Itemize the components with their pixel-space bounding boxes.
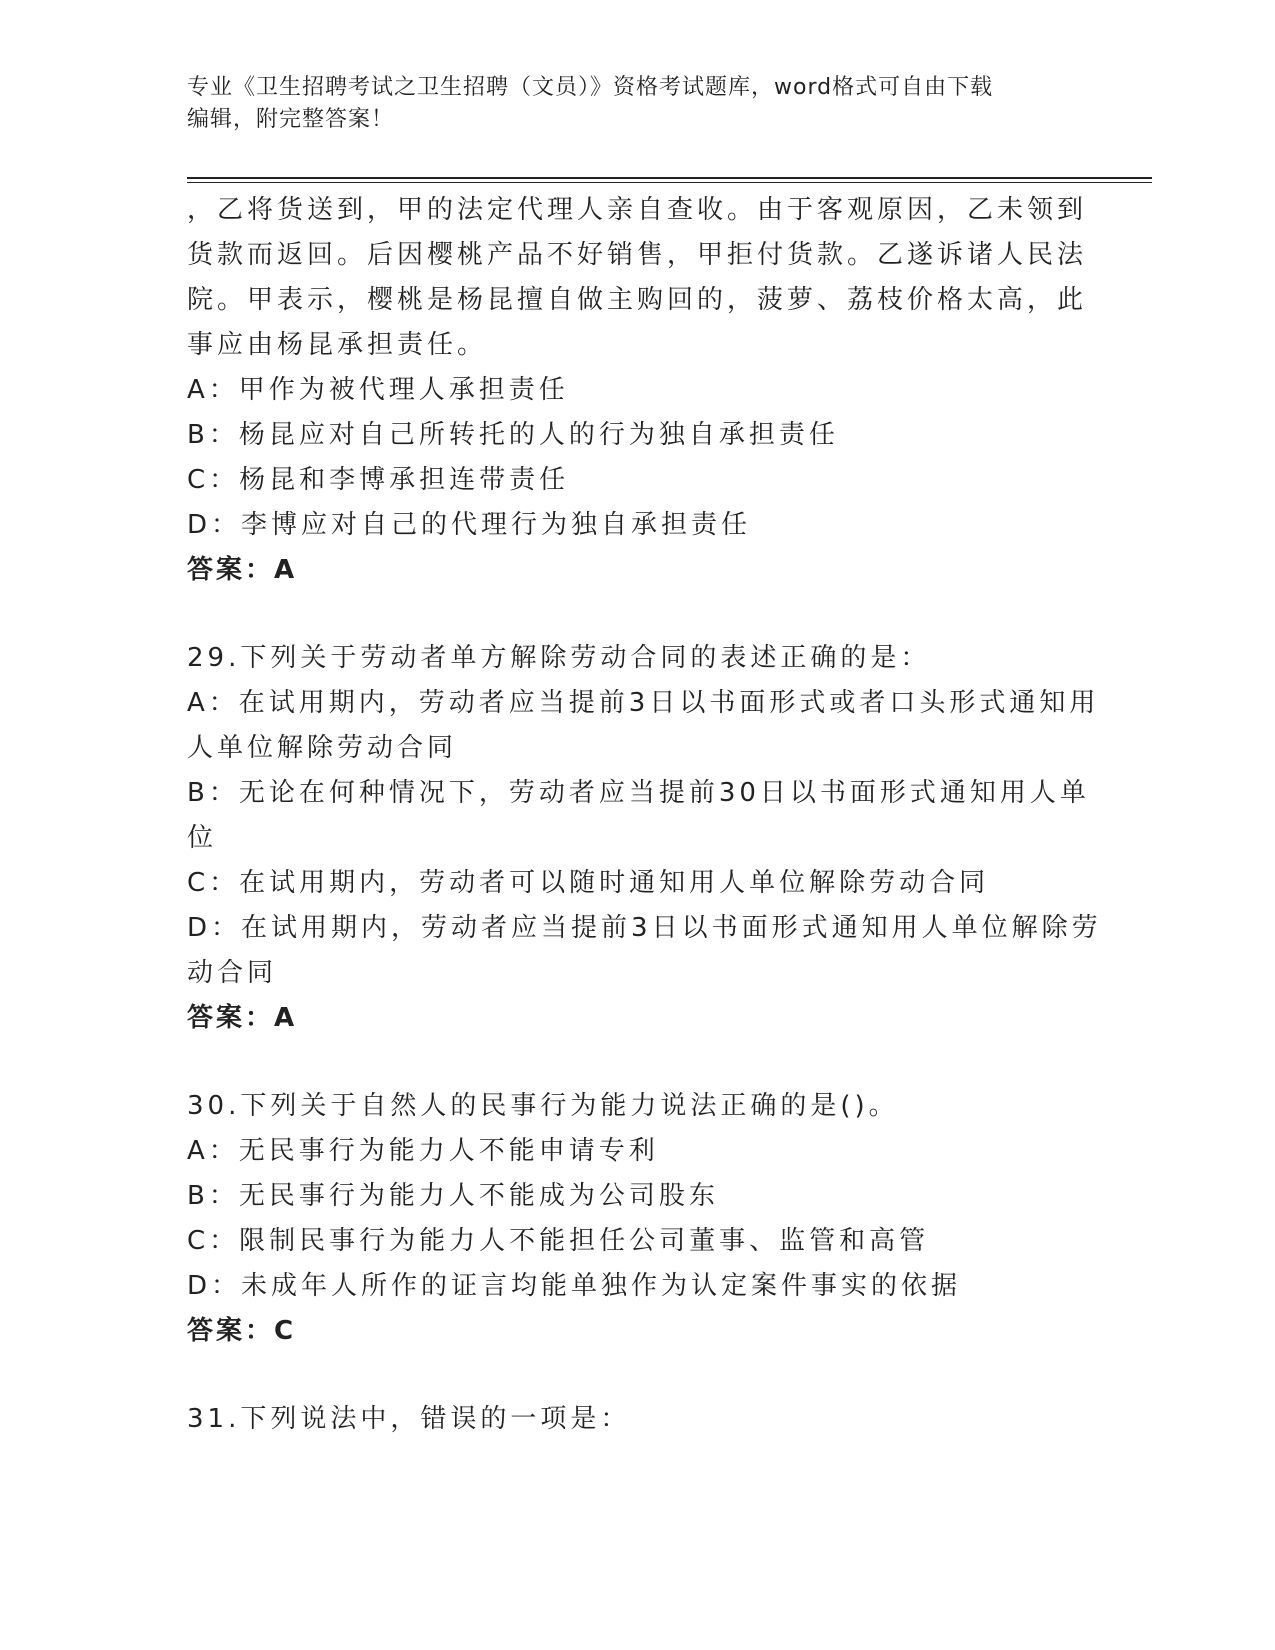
- question-29: [187, 636, 1102, 1041]
- header-divider-thick: [187, 177, 1152, 179]
- header-line-1: 专业《卫生招聘考试之卫生招聘（文员）》资格考试题库，word格式可自由下载: [187, 75, 994, 100]
- question-stem: 29.下列关于劳动者单方解除劳动合同的表述正确的是：: [187, 643, 931, 673]
- option-b-continued: 位: [187, 823, 218, 853]
- header-line-2: 编辑，附完整答案！: [187, 107, 395, 132]
- question-stem-line: 货款而返回。后因樱桃产品不好销售，甲拒付货款。乙遂诉诸人民法: [187, 240, 1088, 270]
- answer-line: 答案：A: [187, 555, 298, 585]
- spacer: [187, 1041, 1087, 1084]
- question-31: [187, 1397, 1087, 1442]
- spacer: [187, 1354, 1087, 1397]
- question-stem-line: 院。甲表示，樱桃是杨昆擅自做主购回的，菠萝、荔枝价格太高，此: [187, 285, 1088, 315]
- option-d: D：未成年人所作的证言均能单独作为认定案件事实的依据: [187, 1271, 962, 1301]
- document-body: [187, 188, 1102, 1442]
- option-c: C：在试用期内，劳动者可以随时通知用人单位解除劳动合同: [187, 868, 990, 898]
- question-30: [187, 1084, 1087, 1354]
- option-c: C：限制民事行为能力人不能担任公司董事、监管和高管: [187, 1226, 930, 1256]
- option-b: B：无论在何种情况下，劳动者应当提前30日以书面形式通知用人单: [187, 778, 1090, 808]
- question-stem-line: ，乙将货送到，甲的法定代理人亲自查收。由于客观原因，乙未领到: [187, 195, 1088, 225]
- header-divider-thin: [187, 182, 1152, 183]
- option-a: A：甲作为被代理人承担责任: [187, 375, 569, 405]
- option-c: C：杨昆和李博承担连带责任: [187, 465, 570, 495]
- option-b: B：无民事行为能力人不能成为公司股东: [187, 1181, 719, 1211]
- option-d: D：李博应对自己的代理行为独自承担责任: [187, 510, 752, 540]
- option-d-continued: 动合同: [187, 958, 278, 988]
- answer-line: 答案：A: [187, 1003, 298, 1033]
- answer-line: 答案：C: [187, 1316, 297, 1346]
- document-header: [187, 72, 1067, 136]
- option-a: A：在试用期内，劳动者应当提前3日以书面形式或者口头形式通知用: [187, 688, 1100, 718]
- question-stem-line: 事应由杨昆承担责任。: [187, 330, 488, 360]
- question-stem: 31.下列说法中，错误的一项是：: [187, 1404, 631, 1434]
- option-a: A：无民事行为能力人不能申请专利: [187, 1136, 659, 1166]
- option-a-continued: 人单位解除劳动合同: [187, 733, 458, 763]
- option-d: D：在试用期内，劳动者应当提前3日以书面形式通知用人单位解除劳: [187, 913, 1102, 943]
- option-b: B：杨昆应对自己所转托的人的行为独自承担责任: [187, 420, 839, 450]
- spacer: [187, 593, 1087, 636]
- question-28: [187, 188, 1087, 593]
- question-stem: 30.下列关于自然人的民事行为能力说法正确的是()。: [187, 1091, 899, 1121]
